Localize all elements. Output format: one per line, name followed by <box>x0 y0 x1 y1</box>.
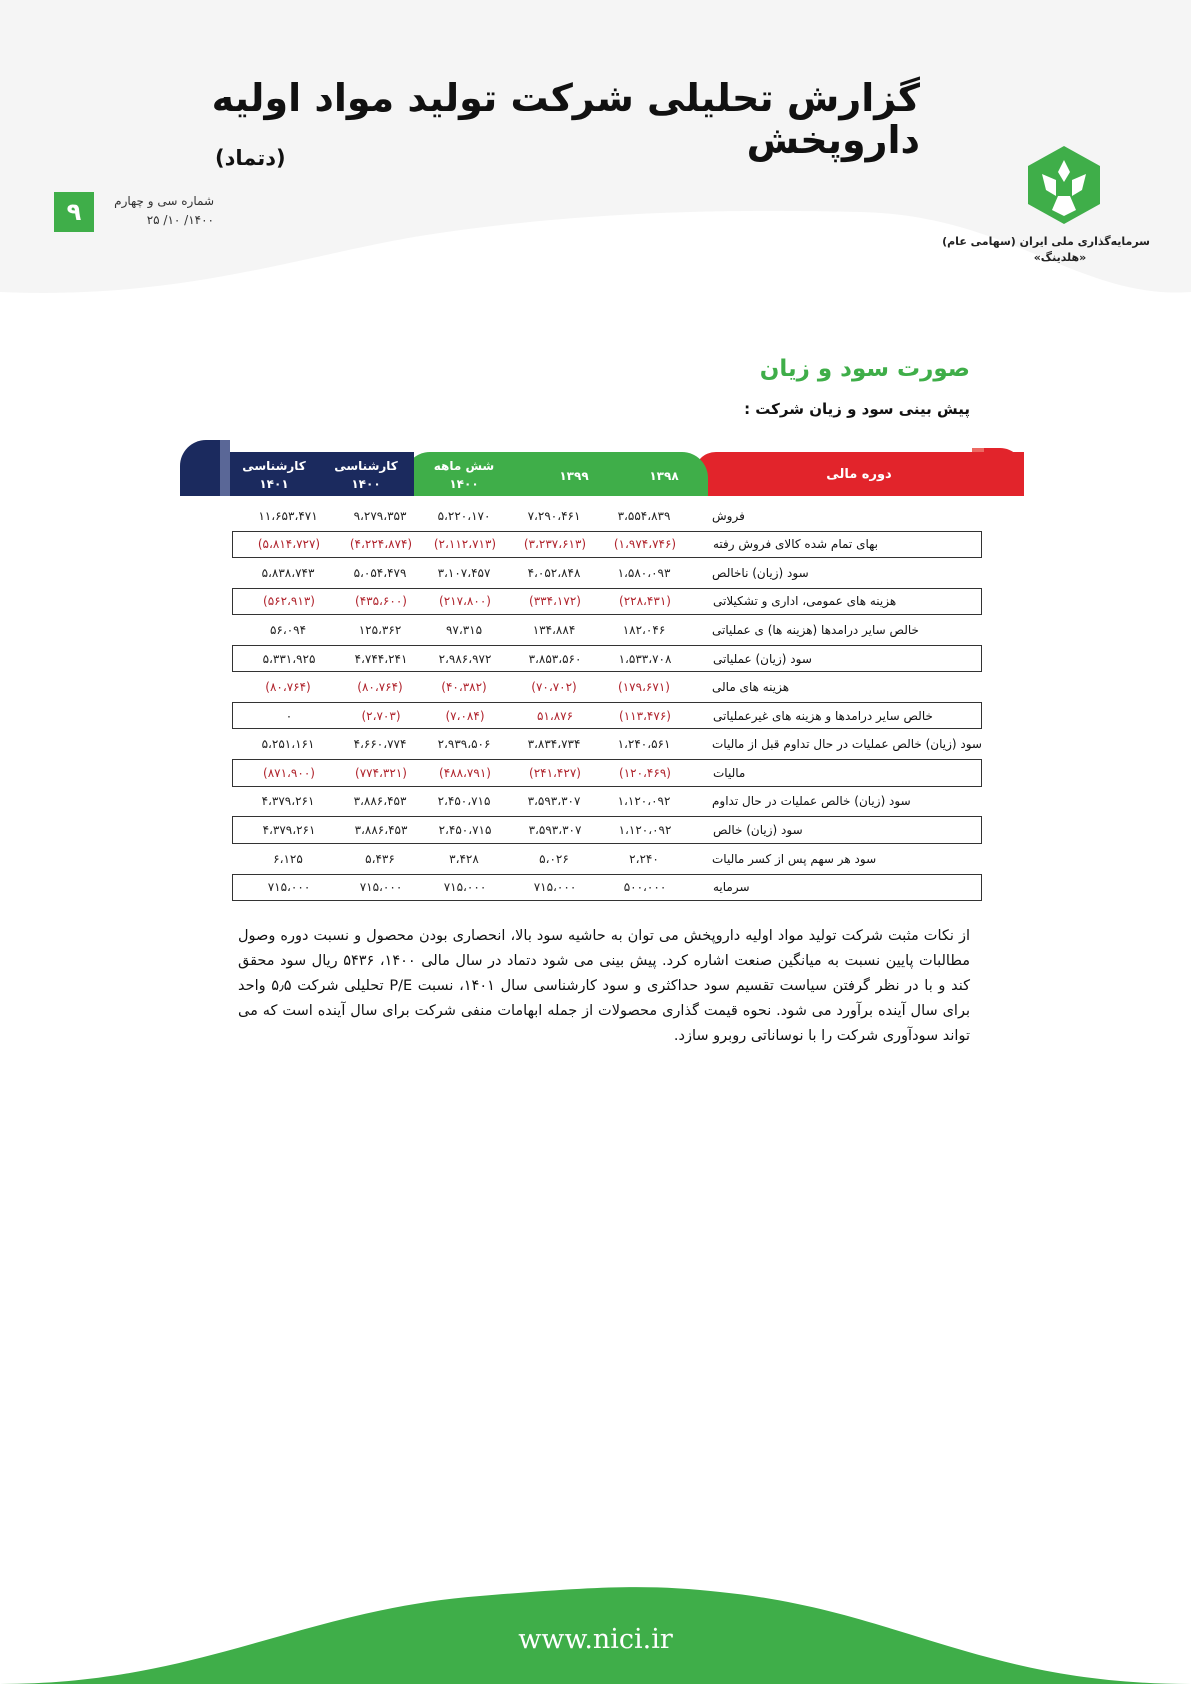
table-row <box>232 731 982 758</box>
analysis-paragraph: از نکات مثبت شرکت تولید مواد اولیه داروپخش می توان به حاشیه سود بالا، انحصاری بودن محصول و نسبت دوره وصول مطالبات پایین نسبت به میانگین صنعت اشاره کرد. پیش بینی می شود دتماد در سال مالی ۱۴۰۰، ۵۴۳۶ ریال سود محقق کند و با در نظر گرفتن سیاست تقسیم سود حداکثری و سود کارشناسی سال ۱۴۰۱، نسبت P/E تحلیلی شرکت ۵٫۵ واحد برای سال آینده برآورد می شود. نحوه قیمت گذاری محصولات از جمله ابهامات منفی شرکت برای سال آینده است که می تواند سودآوری شرکت را با نوساناتی روبرو سازد. <box>238 928 970 1044</box>
cell-1399: ۳،۸۵۳،۵۶۰ <box>528 651 582 666</box>
table-row <box>232 874 982 901</box>
cell-1399: ۵۱،۸۷۶ <box>536 708 574 723</box>
cell-k1400: ۳،۸۸۶،۴۵۳ <box>353 794 407 809</box>
header-k1401-year: ۱۴۰۱ <box>259 477 289 491</box>
cell-k1400: (۸۰،۷۶۴) <box>357 680 403 695</box>
cell-1400: (۲۱۷،۸۰۰) <box>439 594 491 609</box>
issue-info <box>104 192 214 230</box>
cell-k1400: (۲،۷۰۳) <box>361 708 401 723</box>
table-row <box>232 788 982 815</box>
header-1398: ۱۳۹۸ <box>649 469 679 483</box>
cell-1399: ۳،۵۹۳،۳۰۷ <box>527 794 581 809</box>
section-subtitle: پیش بینی سود و زیان شرکت : <box>744 400 970 418</box>
row-label: سود (زیان) ناخالص <box>712 565 809 580</box>
cell-k1401: ۵،۳۳۱،۹۲۵ <box>262 651 316 666</box>
row-label: خالص سایر درامدها (هزینه ها) ی عملیاتی <box>712 623 919 637</box>
row-label: خالص سایر درامدها و هزینه های غیرعملیاتی <box>713 708 933 723</box>
cell-k1401: ۵،۲۵۱،۱۶۱ <box>261 737 315 752</box>
row-label: مالیات <box>713 765 746 780</box>
cell-1400: (۴۰،۳۸۲) <box>441 680 487 695</box>
table-row <box>232 702 982 729</box>
table-row <box>232 616 982 643</box>
company-name-block <box>942 234 1150 266</box>
cell-1398: (۱۱۳،۴۷۶) <box>619 708 671 723</box>
cell-1400: ۳،۴۲۸ <box>449 851 479 866</box>
cell-1398: (۱،۹۷۴،۷۴۶) <box>613 537 677 552</box>
cell-k1401: ۰ <box>285 708 293 723</box>
cell-1400: ۷۱۵،۰۰۰ <box>443 880 487 895</box>
cell-k1400: ۵،۴۳۶ <box>365 851 395 866</box>
cell-k1400: (۴،۲۲۴،۸۷۴) <box>349 537 413 552</box>
table-row <box>232 845 982 872</box>
cell-1398: ۱،۲۴۰،۵۶۱ <box>617 737 671 752</box>
table-row <box>232 588 982 615</box>
header-k1401-label: کارشناسی <box>242 459 306 473</box>
header-period-label: دوره مالی <box>826 467 892 482</box>
row-label: هزینه های مالی <box>712 680 790 695</box>
cell-1398: ۲،۲۴۰ <box>629 851 659 866</box>
cell-1398: (۲۲۸،۴۳۱) <box>619 594 671 609</box>
table-row <box>232 531 982 558</box>
cell-k1401: (۵۶۲،۹۱۳) <box>263 594 315 609</box>
cell-k1401: ۴،۳۷۹،۲۶۱ <box>261 794 315 809</box>
row-label: هزینه های عمومی، اداری و تشکیلاتی <box>713 594 897 609</box>
table-row <box>232 502 982 529</box>
row-label: فروش <box>712 508 745 523</box>
cell-1398: ۱۸۲،۰۴۶ <box>622 623 666 637</box>
cell-k1401: (۵،۸۱۴،۷۲۷) <box>257 537 321 552</box>
cell-k1400: ۴،۷۴۴،۲۴۱ <box>354 651 408 666</box>
cell-1399: ۵،۰۲۶ <box>539 851 569 866</box>
report-title: گزارش تحلیلی شرکت تولید مواد اولیه داروپخش <box>211 76 920 162</box>
cell-1398: ۱،۱۲۰،۰۹۲ <box>618 823 672 838</box>
cell-1398: ۳،۵۵۴،۸۳۹ <box>617 508 671 523</box>
cell-k1401: ۱۱،۶۵۳،۴۷۱ <box>258 508 318 523</box>
cell-1400: (۲،۱۱۲،۷۱۳) <box>433 537 497 552</box>
cell-1400: ۲،۹۳۹،۵۰۶ <box>437 737 491 752</box>
header-k1400-year: ۱۴۰۰ <box>351 477 381 491</box>
cell-1400: ۲،۹۸۶،۹۷۲ <box>438 651 492 666</box>
cell-k1400: ۳،۸۸۶،۴۵۳ <box>354 823 408 838</box>
cell-1400: ۲،۴۵۰،۷۱۵ <box>438 823 492 838</box>
row-label: سود (زیان) خالص عملیات در حال تداوم قبل از مالیات <box>712 737 982 752</box>
cell-1400: (۴۸۸،۷۹۱) <box>439 765 491 780</box>
cell-k1400: ۴،۶۶۰،۷۷۴ <box>353 737 407 752</box>
cell-1400: ۲،۴۵۰،۷۱۵ <box>437 794 491 809</box>
company-name: سرمایه‌گذاری ملی ایران (سهامی عام) <box>942 235 1150 248</box>
row-label: سود (زیان) عملیاتی <box>713 651 812 666</box>
cell-1399: ۱۳۴،۸۸۴ <box>532 623 576 637</box>
row-label: سود هر سهم پس از کسر مالیات <box>712 851 877 866</box>
table-row <box>232 759 982 786</box>
cell-1398: ۵۰۰،۰۰۰ <box>623 880 667 895</box>
cell-k1401: ۷۱۵،۰۰۰ <box>267 880 311 895</box>
report-subtitle: (دتماد) <box>215 146 286 170</box>
cell-k1401: (۸۷۱،۹۰۰) <box>263 765 315 780</box>
cell-k1401: ۶،۱۲۵ <box>273 851 303 866</box>
cell-1399: ۷،۲۹۰،۴۶۱ <box>527 508 581 523</box>
cell-1398: (۱۷۹،۶۷۱) <box>618 680 670 695</box>
company-logo-icon <box>1028 146 1100 224</box>
row-label: سود (زیان) خالص عملیات در حال تداوم <box>712 794 911 809</box>
header-tab-stripe-navy <box>220 440 230 496</box>
section-title: صورت سود و زیان <box>759 356 970 382</box>
header-1400-half: شش ماهه <box>433 459 495 473</box>
cell-1399: ۷۱۵،۰۰۰ <box>533 880 577 895</box>
cell-1399: (۳،۲۳۷،۶۱۳) <box>523 537 587 552</box>
cell-1399: ۳،۵۹۳،۳۰۷ <box>528 823 582 838</box>
cell-1398: (۱۲۰،۴۶۹) <box>619 765 671 780</box>
header-k1400-label: کارشناسی <box>334 459 398 473</box>
row-label: بهای تمام شده کالای فروش رفته <box>713 537 878 552</box>
cell-1400: ۳،۱۰۷،۴۵۷ <box>437 565 491 580</box>
cell-k1401: ۴،۳۷۹،۲۶۱ <box>262 823 316 838</box>
cell-k1400: ۱۲۵،۳۶۲ <box>358 623 402 637</box>
header-1400-year: ۱۴۰۰ <box>449 477 479 491</box>
cell-k1401: (۸۰،۷۶۴) <box>265 680 311 695</box>
cell-1399: (۳۳۴،۱۷۲) <box>529 594 581 609</box>
cell-1398: ۱،۱۲۰،۰۹۲ <box>617 794 671 809</box>
cell-k1400: (۴۳۵،۶۰۰) <box>355 594 407 609</box>
header-1399: ۱۳۹۹ <box>559 469 589 483</box>
cell-1398: ۱،۵۳۳،۷۰۸ <box>618 651 672 666</box>
cell-k1401: ۵،۸۳۸،۷۴۳ <box>261 565 315 580</box>
cell-1398: ۱،۵۸۰،۰۹۳ <box>617 565 671 580</box>
website-link[interactable]: www.nici.ir <box>518 1624 673 1655</box>
table-row <box>232 645 982 672</box>
row-label: سود (زیان) خالص <box>713 823 803 838</box>
header-tab-period <box>694 452 1024 496</box>
cell-1399: ۴،۰۵۲،۸۴۸ <box>527 565 581 580</box>
table-row <box>232 673 982 700</box>
cell-1400: ۵،۲۲۰،۱۷۰ <box>437 508 491 523</box>
header-tab-forecast <box>218 452 414 496</box>
header-tab-actual <box>404 452 708 496</box>
cell-k1401: ۵۶،۰۹۴ <box>269 623 307 637</box>
cell-k1400: ۷۱۵،۰۰۰ <box>359 880 403 895</box>
table-row <box>232 816 982 843</box>
cell-k1400: ۵،۰۵۴،۴۷۹ <box>353 565 407 580</box>
company-sub: «هلدینگ» <box>1033 251 1087 264</box>
cell-1399: (۲۴۱،۴۲۷) <box>529 765 581 780</box>
issue-label: شماره سی و چهارم <box>114 194 214 208</box>
issue-date: ۱۴۰۰/ ۱۰/ ۲۵ <box>146 213 214 227</box>
cell-k1400: ۹،۲۷۹،۳۵۳ <box>353 508 407 523</box>
cell-1400: ۹۷،۳۱۵ <box>445 623 483 637</box>
cell-1399: (۷۰،۷۰۲) <box>531 680 577 695</box>
income-statement-table <box>232 502 982 902</box>
cell-k1400: (۷۷۴،۳۲۱) <box>355 765 407 780</box>
table-row <box>232 559 982 586</box>
cell-1399: ۳،۸۳۴،۷۳۴ <box>527 737 581 752</box>
issue-number-badge: ۹ <box>54 192 94 232</box>
cell-1400: (۷،۰۸۴) <box>445 708 485 723</box>
row-label: سرمایه <box>713 880 750 895</box>
